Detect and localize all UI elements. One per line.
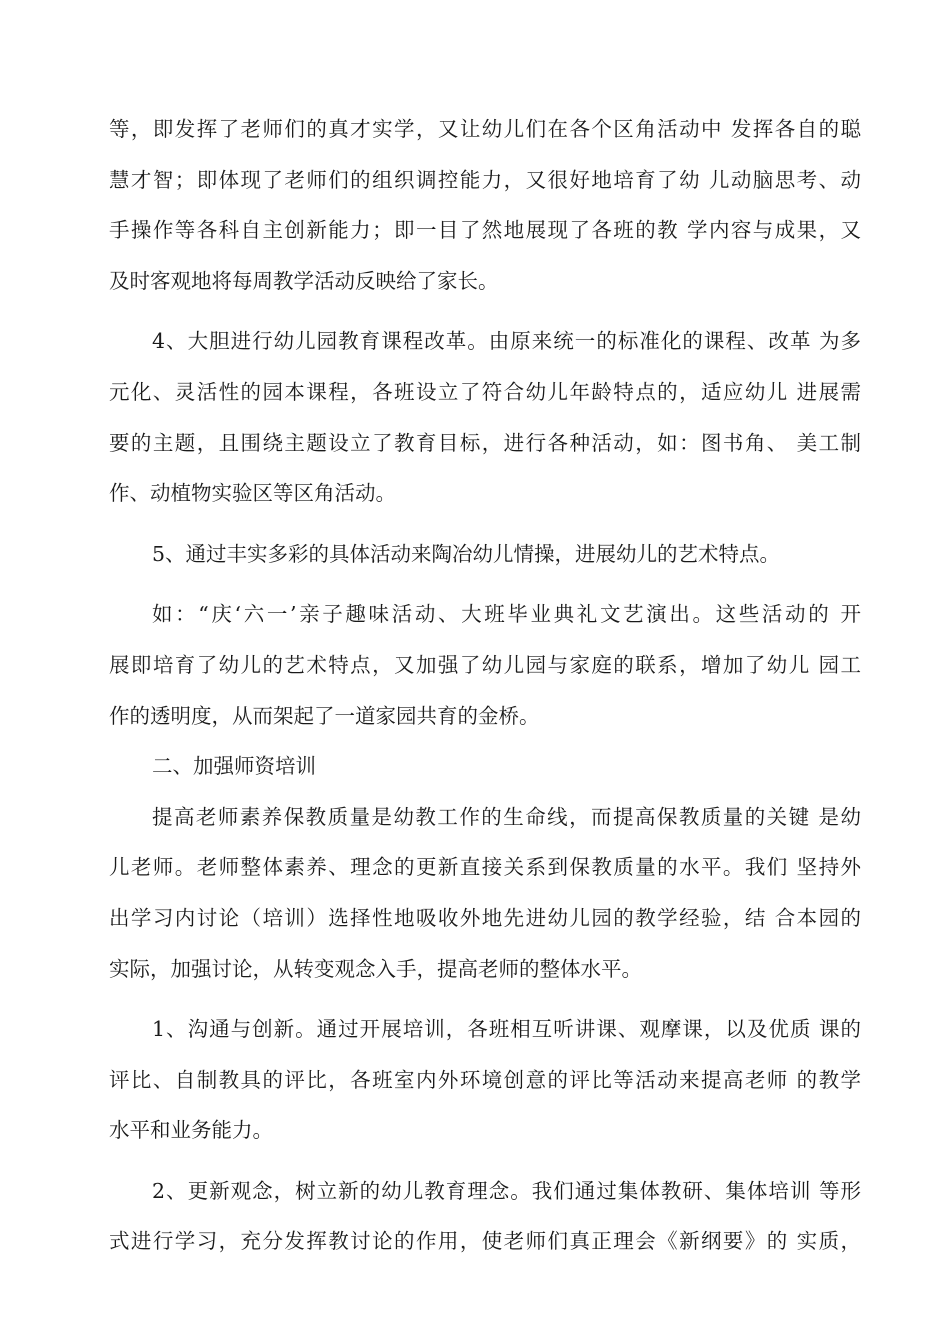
heading-line: 二、加强师资培训 [152,754,316,779]
text-line: 慧才智；即体现了老师们的组织调控能力，又很好地培育了幼 儿动脑思考、动 [109,167,861,192]
text-line: 水平和业务能力。 [109,1118,273,1143]
text-line: 评比、自制教具的评比，各班室内外环境创意的评比等活动来提高老师 的教学 [109,1067,861,1092]
paragraph-training-intro [109,792,861,994]
text-line: 提高老师素养保教质量是幼教工作的生命线，而提高保教质量的关键 是幼 [152,804,861,829]
text-line: 作、动植物实验区等区角活动。 [109,481,396,506]
paragraph-continuation [109,104,861,306]
text-line: 4、大胆进行幼儿园教育课程改革。由原来统一的标准化的课程、改革 为多 [152,329,861,354]
text-line: 及时客观地将每周教学活动反映给了家长。 [109,268,499,293]
text-line: 实际，加强讨论，从转变观念入手，提高老师的整体水平。 [109,956,642,981]
text-line: 等，即发挥了老师们的真才实学，又让幼儿们在各个区角活动中 发挥各自的聪 [109,117,861,141]
text-line: 作的透明度，从而架起了一道家园共育的金桥。 [109,703,540,728]
paragraph-example [109,589,861,741]
paragraph-item-4 [109,316,861,518]
text-line: 2、更新观念，树立新的幼儿教育理念。我们通过集体教研、集体培训 等形 [152,1178,861,1203]
paragraph-item-2 [109,1166,861,1267]
document-body [109,104,861,1267]
paragraph-item-5 [109,529,861,580]
text-line: 5、通过丰实多彩的具体活动来陶冶幼儿情操，进展幼儿的艺术特点。 [152,541,781,566]
text-line: 式进行学习，充分发挥教讨论的作用，使老师们真正理会《新纲要》的 实质， [109,1229,861,1254]
paragraph-item-1 [109,1004,861,1156]
text-line: 儿老师。老师整体素养、理念的更新直接关系到保教质量的水平。我们 坚持外 [109,855,861,880]
text-line: 1、沟通与创新。通过开展培训，各班相互听讲课、观摩课，以及优质 课的 [152,1017,861,1042]
text-line: 出学习内讨论（培训）选择性地吸收外地先进幼儿园的教学经验，结 合本园的 [109,905,861,930]
text-line: 展即培育了幼儿的艺术特点，又加强了幼儿园与家庭的联系，增加了幼儿 园工 [109,652,861,677]
text-line: 要的主题，且围绕主题设立了教育目标，进行各种活动，如：图书角、 美工制 [109,430,861,455]
section-heading [109,741,861,792]
text-line: 手操作等各科自主创新能力；即一目了然地展现了各班的教 学内容与成果，又 [109,218,861,243]
text-line: 元化、灵活性的园本课程，各班设立了符合幼儿年龄特点的，适应幼儿 进展需 [109,379,861,404]
text-line: 如：“庆‘六一’亲子趣味活动、大班毕业典礼文艺演出。这些活动的 开 [152,602,861,627]
